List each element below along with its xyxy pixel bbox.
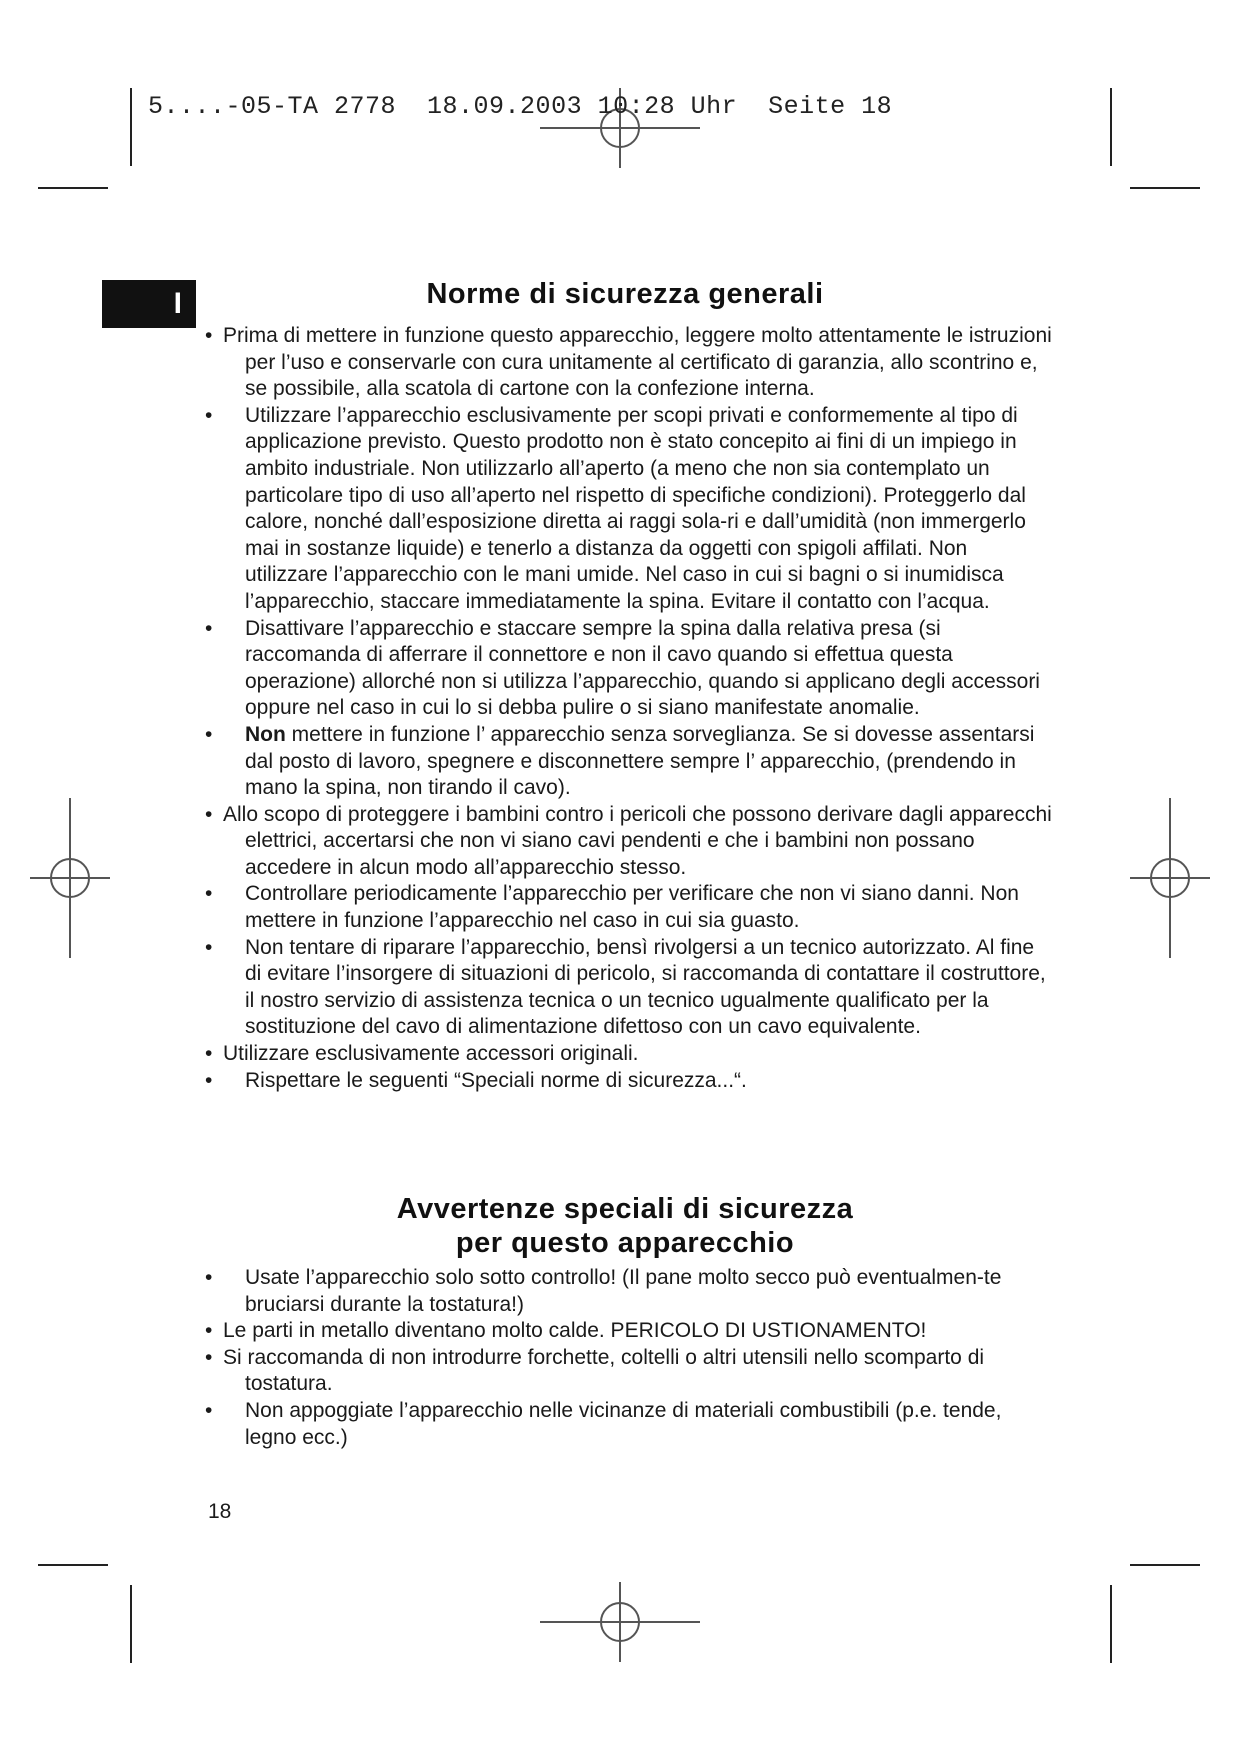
bullet-icon: • bbox=[205, 1319, 213, 1343]
section-title-general-safety: Norme di sicurezza generali bbox=[426, 278, 824, 310]
bullet-icon: • bbox=[205, 1266, 213, 1289]
registration-mark-icon bbox=[1130, 798, 1210, 958]
crop-mark bbox=[1110, 88, 1112, 166]
list-item-text: Si raccomanda di non introdurre forchette, coltelli o altri utensili nello scomparto di tostatura. bbox=[223, 1345, 985, 1396]
list-item bbox=[205, 1041, 1053, 1068]
list-item bbox=[205, 1318, 1053, 1345]
bullet-icon: • bbox=[205, 403, 213, 427]
list-item-text: Rispettare le seguenti “Speciali norme di sicurezza...“. bbox=[245, 1068, 747, 1092]
page-number: 18 bbox=[208, 1500, 232, 1523]
list-item-emphasis: Non bbox=[245, 722, 286, 746]
list-item bbox=[205, 403, 1053, 616]
list-item-text: Prima di mettere in funzione questo apparecchio, leggere molto attentamente le istruzioni per l’uso e conservarle con cura unitamente al certificato di garanzia, allo scontrino e, se possibile, alla scatola di cartone con la confezione interna. bbox=[223, 324, 1052, 401]
crop-mark bbox=[38, 187, 108, 189]
language-tab: I bbox=[102, 280, 196, 328]
crop-mark bbox=[1130, 1564, 1200, 1566]
bullet-icon: • bbox=[205, 722, 213, 746]
bullet-icon: • bbox=[205, 882, 213, 906]
crop-mark bbox=[130, 88, 132, 166]
section-title-line: per questo apparecchio bbox=[455, 1227, 795, 1259]
list-item bbox=[205, 802, 1053, 882]
list-item-text: Utilizzare esclusivamente accessori originali. bbox=[223, 1042, 639, 1066]
section-title-special-warnings bbox=[150, 1192, 1100, 1260]
registration-mark-icon bbox=[30, 798, 110, 958]
bullet-icon: • bbox=[205, 1398, 213, 1422]
list-item-text: Disattivare l’apparecchio e staccare sempre la spina dalla relativa presa (si raccomanda di afferrare il connettore e non il cavo quando si effettua questa operazione) allorché non si utilizza l’apparecchio, quando si applicano degli accessori oppure nel caso in cui lo si debba pulire o si siano manifestate anomalie. bbox=[245, 616, 1040, 720]
list-item-text: mettere in funzione l’ apparecchio senza sorveglianza. Se si dovesse assentarsi dal posto di lavoro, spegnere e disconnettere sempre l’ apparecchio, (prendendo in mano la spina, non tirando il cavo). bbox=[245, 722, 1035, 800]
bullet-icon: • bbox=[205, 802, 213, 826]
crop-mark bbox=[38, 1564, 108, 1566]
list-item bbox=[205, 1265, 1053, 1318]
list-item-text: Utilizzare l’apparecchio esclusivamente per scopi privati e conformemente al tipo di applicazione previsto. Questo prodotto non è stato concepito ai fini di un impiego in ambito industriale. Non utilizzarlo all’aperto (a meno che non sia contemplato un particolare tipo di uso all’aperto nel rispetto di specifiche condizioni). Proteggerlo dal calore, nonché dall’esposizione diretta ai raggi sola-ri e dall’umidità (non immergerlo mai in sostanze liquide) e tenerlo a distanza da oggetti con spigoli affilati. Non utilizzare l’apparecchio con le mani umide. Nel caso in cui si bagni o si inumidisca l’apparecchio, staccare immediatamente la spina. Evitare il contatto con l’acqua. bbox=[245, 403, 1026, 613]
list-item-text: Le parti in metallo diventano molto calde. PERICOLO DI USTIONAMENTO! bbox=[223, 1319, 927, 1343]
list-item-text: Allo scopo di proteggere i bambini contro i pericoli che possono derivare dagli apparecchi elettrici, accertarsi che non vi siano cavi pendenti e che i bambini non possano accedere in alcun modo all’apparecchio stesso. bbox=[223, 802, 1052, 879]
list-item bbox=[205, 722, 1053, 802]
list-item-text: Non tentare di riparare l’apparecchio, bensì rivolgersi a un tecnico autorizzato. Al fine di evitare l’insorgere di situazioni di pericolo, si raccomanda di contattare il costruttore, il nostro servizio di assistenza tecnica o un tecnico ugualmente qualificato per la sostituzione del cavo di alimentazione difettoso con un cavo equivalente. bbox=[245, 935, 1046, 1039]
list-item-text: Usate l’apparecchio solo sotto controllo! (Il pane molto secco può eventualmen-te bruciarsi durante la tostatura!) bbox=[245, 1266, 1002, 1316]
print-header: 5....-05-TA 2778 18.09.2003 10:28 Uhr Seite 18 bbox=[148, 92, 893, 121]
list-item bbox=[205, 616, 1053, 722]
special-warnings-list bbox=[205, 1265, 1053, 1451]
list-item bbox=[205, 323, 1053, 403]
bullet-icon: • bbox=[205, 324, 213, 347]
list-item bbox=[205, 1345, 1053, 1398]
bullet-icon: • bbox=[205, 935, 213, 959]
registration-mark-icon bbox=[540, 1582, 700, 1662]
crop-mark bbox=[1130, 187, 1200, 189]
bullet-icon: • bbox=[205, 1042, 213, 1066]
bullet-icon: • bbox=[205, 616, 213, 640]
general-safety-list bbox=[205, 323, 1053, 1094]
crop-mark bbox=[1110, 1585, 1112, 1663]
list-item bbox=[205, 1068, 1053, 1095]
bullet-icon: • bbox=[205, 1068, 213, 1092]
list-item bbox=[205, 1398, 1053, 1451]
crop-mark bbox=[130, 1585, 132, 1663]
list-item bbox=[205, 881, 1053, 934]
section-title-line: Avvertenze speciali di sicurezza bbox=[396, 1193, 854, 1225]
list-item-text: Controllare periodicamente l’apparecchio per verificare che non vi siano danni. Non mettere in funzione l’apparecchio nel caso in cui sia guasto. bbox=[245, 882, 1019, 933]
list-item-text: Non appoggiate l’apparecchio nelle vicinanze di materiali combustibili (p.e. tende, legno ecc.) bbox=[245, 1398, 1002, 1449]
list-item bbox=[205, 935, 1053, 1041]
bullet-icon: • bbox=[205, 1345, 213, 1369]
